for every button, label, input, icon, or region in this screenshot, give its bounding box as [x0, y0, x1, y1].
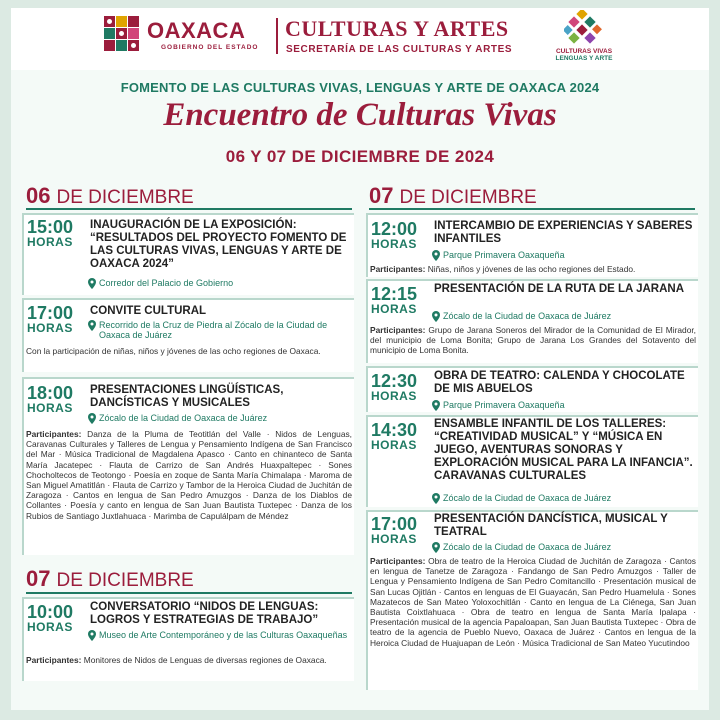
event-title: PRESENTACIÓN DANCÍSTICA, MUSICAL Y TEATRAL [434, 513, 668, 538]
event-time: 15:00 HORAS [27, 217, 74, 249]
location-pin-icon [432, 400, 440, 411]
event-location: Parque Primavera Oaxaqueña [432, 250, 694, 261]
culturas-subtitle: SECRETARÍA DE LAS CULTURAS Y ARTES [286, 44, 513, 55]
event-title: ENSAMBLE INFANTIL DE LOS TALLERES: “CREATIVIDAD MUSICAL” Y “MÚSICA EN JUEGO, AVENTURAS SONORAS Y EXPLORACIÓN MUSICAL PARA LA INFANCIA”. CARAVANAS CULTURALES [434, 418, 693, 482]
event-location: Recorrido de la Cruz de Piedra al Zócalo de la Ciudad de Oaxaca de Juárez [88, 320, 350, 340]
oaxaca-wordmark: OAXACA [147, 18, 246, 43]
event-time: 12:15 HORAS [371, 284, 418, 316]
location-pin-icon [88, 413, 96, 424]
event-title: OBRA DE TEATRO: CALENDA Y CHOCOLATE DE MIS ABUELOS [434, 370, 685, 395]
day-month: DE DICIEMBRE [56, 570, 194, 591]
event-description: Participantes: Grupo de Jarana Soneros del Mirador de la Comunidad de El Mirador, del municipio de Loma Bonita; Grupo de Jarana Los Grandes del Sotavento del municipio de Loma Bonita. [370, 325, 697, 356]
culturas-vivas-logo-text [549, 48, 619, 62]
day-underline [26, 592, 352, 594]
day-month: DE DICIEMBRE [56, 187, 194, 208]
day-heading-07 [26, 566, 194, 592]
day-heading-07-right [369, 183, 537, 209]
event-location: Parque Primavera Oaxaqueña [432, 400, 694, 411]
event-time: 12:00 HORAS [371, 219, 418, 251]
culturas-vivas-logo-icon [564, 10, 604, 46]
event-location: Zócalo de la Ciudad de Oaxaca de Juárez [88, 413, 350, 424]
cv-line2: LENGUAS Y ARTE [555, 55, 613, 62]
location-pin-icon [88, 630, 96, 641]
day-underline [369, 208, 695, 210]
oaxaca-subtitle: GOBIERNO DEL ESTADO [161, 44, 259, 51]
event-description: Participantes: Monitores de Nidos de Lenguas de diversas regiones de Oaxaca. [26, 655, 327, 665]
event-title: PRESENTACIONES LINGÜÍSTICAS, DANCÍSTICAS Y MUSICALES [90, 384, 284, 409]
event-time: 10:00 HORAS [27, 602, 74, 634]
event-time: 12:30 HORAS [371, 371, 418, 403]
day-underline [26, 208, 352, 210]
day-heading-06 [26, 183, 194, 209]
day-number: 07 [26, 566, 51, 591]
day-number: 06 [26, 183, 51, 208]
event-title: CONVERSATORIO “NIDOS DE LENGUAS: LOGROS Y ESTRATEGIAS DE TRABAJO” [90, 601, 319, 626]
event-description: Participantes: Niñas, niños y jóvenes de las ocho regiones del Estado. [370, 264, 636, 274]
header-divider [276, 18, 278, 54]
event-location: Corredor del Palacio de Gobierno [88, 278, 350, 289]
culturas-title: CULTURAS Y ARTES [285, 16, 509, 41]
event-time: 14:30 HORAS [371, 420, 418, 452]
day-month: DE DICIEMBRE [399, 187, 537, 208]
event-location: Museo de Arte Contemporáneo y de las Culturas Oaxaqueñas [88, 630, 350, 641]
location-pin-icon [432, 250, 440, 261]
event-title: CONVITE CULTURAL [90, 305, 207, 317]
event-description: Participantes: Obra de teatro de la Heroica Ciudad de Juchitán de Zaragoza · Cantos en lengua de Tanetze de Zaragoza · Fandango de San Pedro Amuzgos · Taller de Lengua y Pensamiento Indígena de San Pedro Comitancillo · Presentación musical de San Lucas Ojitlán · Cantos en lenguas de El Guayacán, San Pedro Huamelula · Sones Mazatecos de San Mateo Yoloxochitlán · Canto en lengua de La Ciénega, San Juan Bautista Coixtlahuaca · Obra de teatro en lengua de Santa María Ipalapa · Presentación musical de la agencia Papaloapan, San Juan Bautista Tuxtepec · Obra de teatro de la agencia de Pueblo Nuevo, Oaxaca de Juárez · Cantos en lengua de la Heroica Ciudad de Huajuapan de León · Música Tradicional de San Mateo Yucutindoo [370, 556, 696, 648]
event-title: INTERCAMBIO DE EXPERIENCIAS Y SABERES INFANTILES [434, 220, 693, 245]
event-time: 17:00 HORAS [371, 514, 418, 546]
event-time: 18:00 HORAS [27, 383, 74, 415]
cv-line1: CULTURAS VIVAS [555, 48, 613, 55]
event-description: Participantes: Danza de la Pluma de Teotitlán del Valle · Nidos de Lenguas, Caravanas Culturales y Talleres de Lengua y Pensamiento Indígena de San Francisco del Mar · Música Tradicional de Magdalena Apasco · Canto en chinanteco de Santa María Jacatepec · Flauta de Carrizo de San Andrés Huaxpaltepec · Sones Chocholtecos de Teotongo · Poesía en zoque de Santa María Chimalapa · Maroma de San Miguel Amatitlán · Flauta de Carrizo y Tambor de la Heroica Ciudad de Juchitán de Zaragoza · Cantos en lengua de San Pedro Amuzgos · Danza de los Diablos de Collantes · Poesía y canto en lengua de San Juan Bautista Tuxtepec · Danza de los Rubios de Santiago Juxtlahuaca · Marimba de Capulálpam de Méndez [26, 429, 352, 521]
location-pin-icon [88, 320, 96, 331]
main-title: Encuentro de Culturas Vivas [163, 97, 557, 133]
location-pin-icon [88, 278, 96, 289]
location-pin-icon [432, 493, 440, 504]
event-location: Zócalo de la Ciudad de Oaxaca de Juárez [432, 493, 694, 504]
event-location: Zócalo de la Ciudad de Oaxaca de Juárez [432, 311, 694, 322]
location-pin-icon [432, 542, 440, 553]
event-description: Con la participación de niñas, niños y jóvenes de las ocho regiones de Oaxaca. [26, 346, 321, 356]
location-pin-icon [432, 311, 440, 322]
event-title: PRESENTACIÓN DE LA RUTA DE LA JARANA [434, 283, 685, 295]
event-title: INAUGURACIÓN DE LA EXPOSICIÓN: “RESULTADOS DEL PROYECTO FOMENTO DE LAS CULTURAS VIVAS, LENGUAS Y ARTE DE OAXACA 2024” [90, 219, 347, 270]
event-location: Zócalo de la Ciudad de Oaxaca de Juárez [432, 542, 694, 553]
oaxaca-seal-icon [104, 16, 140, 52]
day-number: 07 [369, 183, 394, 208]
date-title: 06 Y 07 DE DICIEMBRE DE 2024 [225, 147, 495, 166]
event-time: 17:00 HORAS [27, 303, 74, 335]
header [11, 8, 709, 68]
program-title: FOMENTO DE LAS CULTURAS VIVAS, LENGUAS Y ARTE DE OAXACA 2024 [120, 80, 600, 95]
